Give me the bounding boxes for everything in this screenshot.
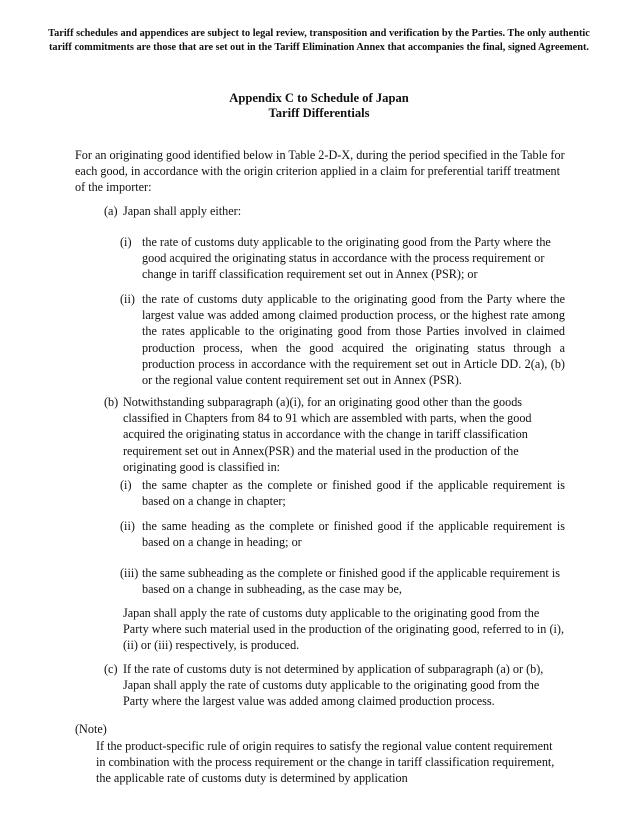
clause-a-ii-text: the rate of customs duty applicable to the originating good from the Party where the largest value was added among claimed production process, or the highest rate among the rates applicable to the originating good from those Parties involved in claimed production process, when the good acquired the originating status through a production process in accordance with the requirement set out in Article DD. 2(a), (b) or the regional value content requirement set out in Annex (PSR). [142, 292, 565, 388]
clause-b-i-text: the same chapter as the complete or finished good if the applicable requirement is based on a change in chapter; [142, 478, 565, 509]
legal-disclaimer: Tariff schedules and appendices are subject to legal review, transposition and verification by the Parties. The only authentic tariff commitments are those that are set out in the Tariff Elimination Annex that accompanies the final, signed Agreement. [48, 28, 590, 53]
clause-b-ii-label: (ii) [120, 519, 135, 533]
note-label: (Note) [75, 722, 107, 736]
clause-a-i-label: (i) [120, 235, 132, 249]
clause-a-i-text: the rate of customs duty applicable to the originating good from the Party where the good acquired the originating status in accordance with the process requirement or change in tariff classification requirement set out in Annex (PSR); or [142, 235, 551, 282]
clause-b-closing: Japan shall apply the rate of customs duty applicable to the originating good from the Party where such material used in the production of the originating good, referred to in (i), (ii) or (iii) respectively, is produced. [123, 606, 564, 653]
clause-b-iii-text: the same subheading as the complete or finished good if the applicable requirement is based on a change in subheading, as the case may be, [142, 566, 560, 597]
note-text: If the product-specific rule of origin requires to satisfy the regional value content requirement in combination with the process requirement or the change in tariff classification requirement, the applicable rate of customs duty is determined by application [96, 739, 555, 786]
clause-c-label: (c) [104, 662, 118, 676]
clause-a-text: Japan shall apply either: [123, 204, 242, 218]
clause-a-label: (a) [104, 204, 118, 218]
clause-b-ii-text: the same heading as the complete or finished good if the applicable requirement is based on a change in heading; or [142, 519, 565, 550]
clause-b-i-label: (i) [120, 478, 132, 492]
clause-a-ii-label: (ii) [120, 292, 135, 306]
clause-b-iii-label: (iii) [120, 566, 139, 580]
intro-paragraph: For an originating good identified below in Table 2-D-X, during the period specified in the Table for each good, in accordance with the origin criterion applied in a claim for preferential tariff treatment of the importer: [75, 148, 565, 195]
title-line-1: Appendix C to Schedule of Japan [229, 91, 409, 105]
clause-b-label: (b) [104, 395, 119, 409]
clause-c-text: If the rate of customs duty is not determined by application of subparagraph (a) or (b), Japan shall apply the rate of customs duty applicable to the originating good from the Party where the largest value was added among claimed production process. [123, 662, 544, 709]
appendix-title [0, 91, 638, 121]
title-line-2: Tariff Differentials [268, 106, 370, 120]
clause-b-text: Notwithstanding subparagraph (a)(i), for an originating good other than the goods classified in Chapters from 84 to 91 which are assembled with parts, when the good acquired the originating status in accordance with the change in tariff classification requirement set out in Annex(PSR) and the material used in the production of the originating good is classified in: [123, 395, 532, 474]
